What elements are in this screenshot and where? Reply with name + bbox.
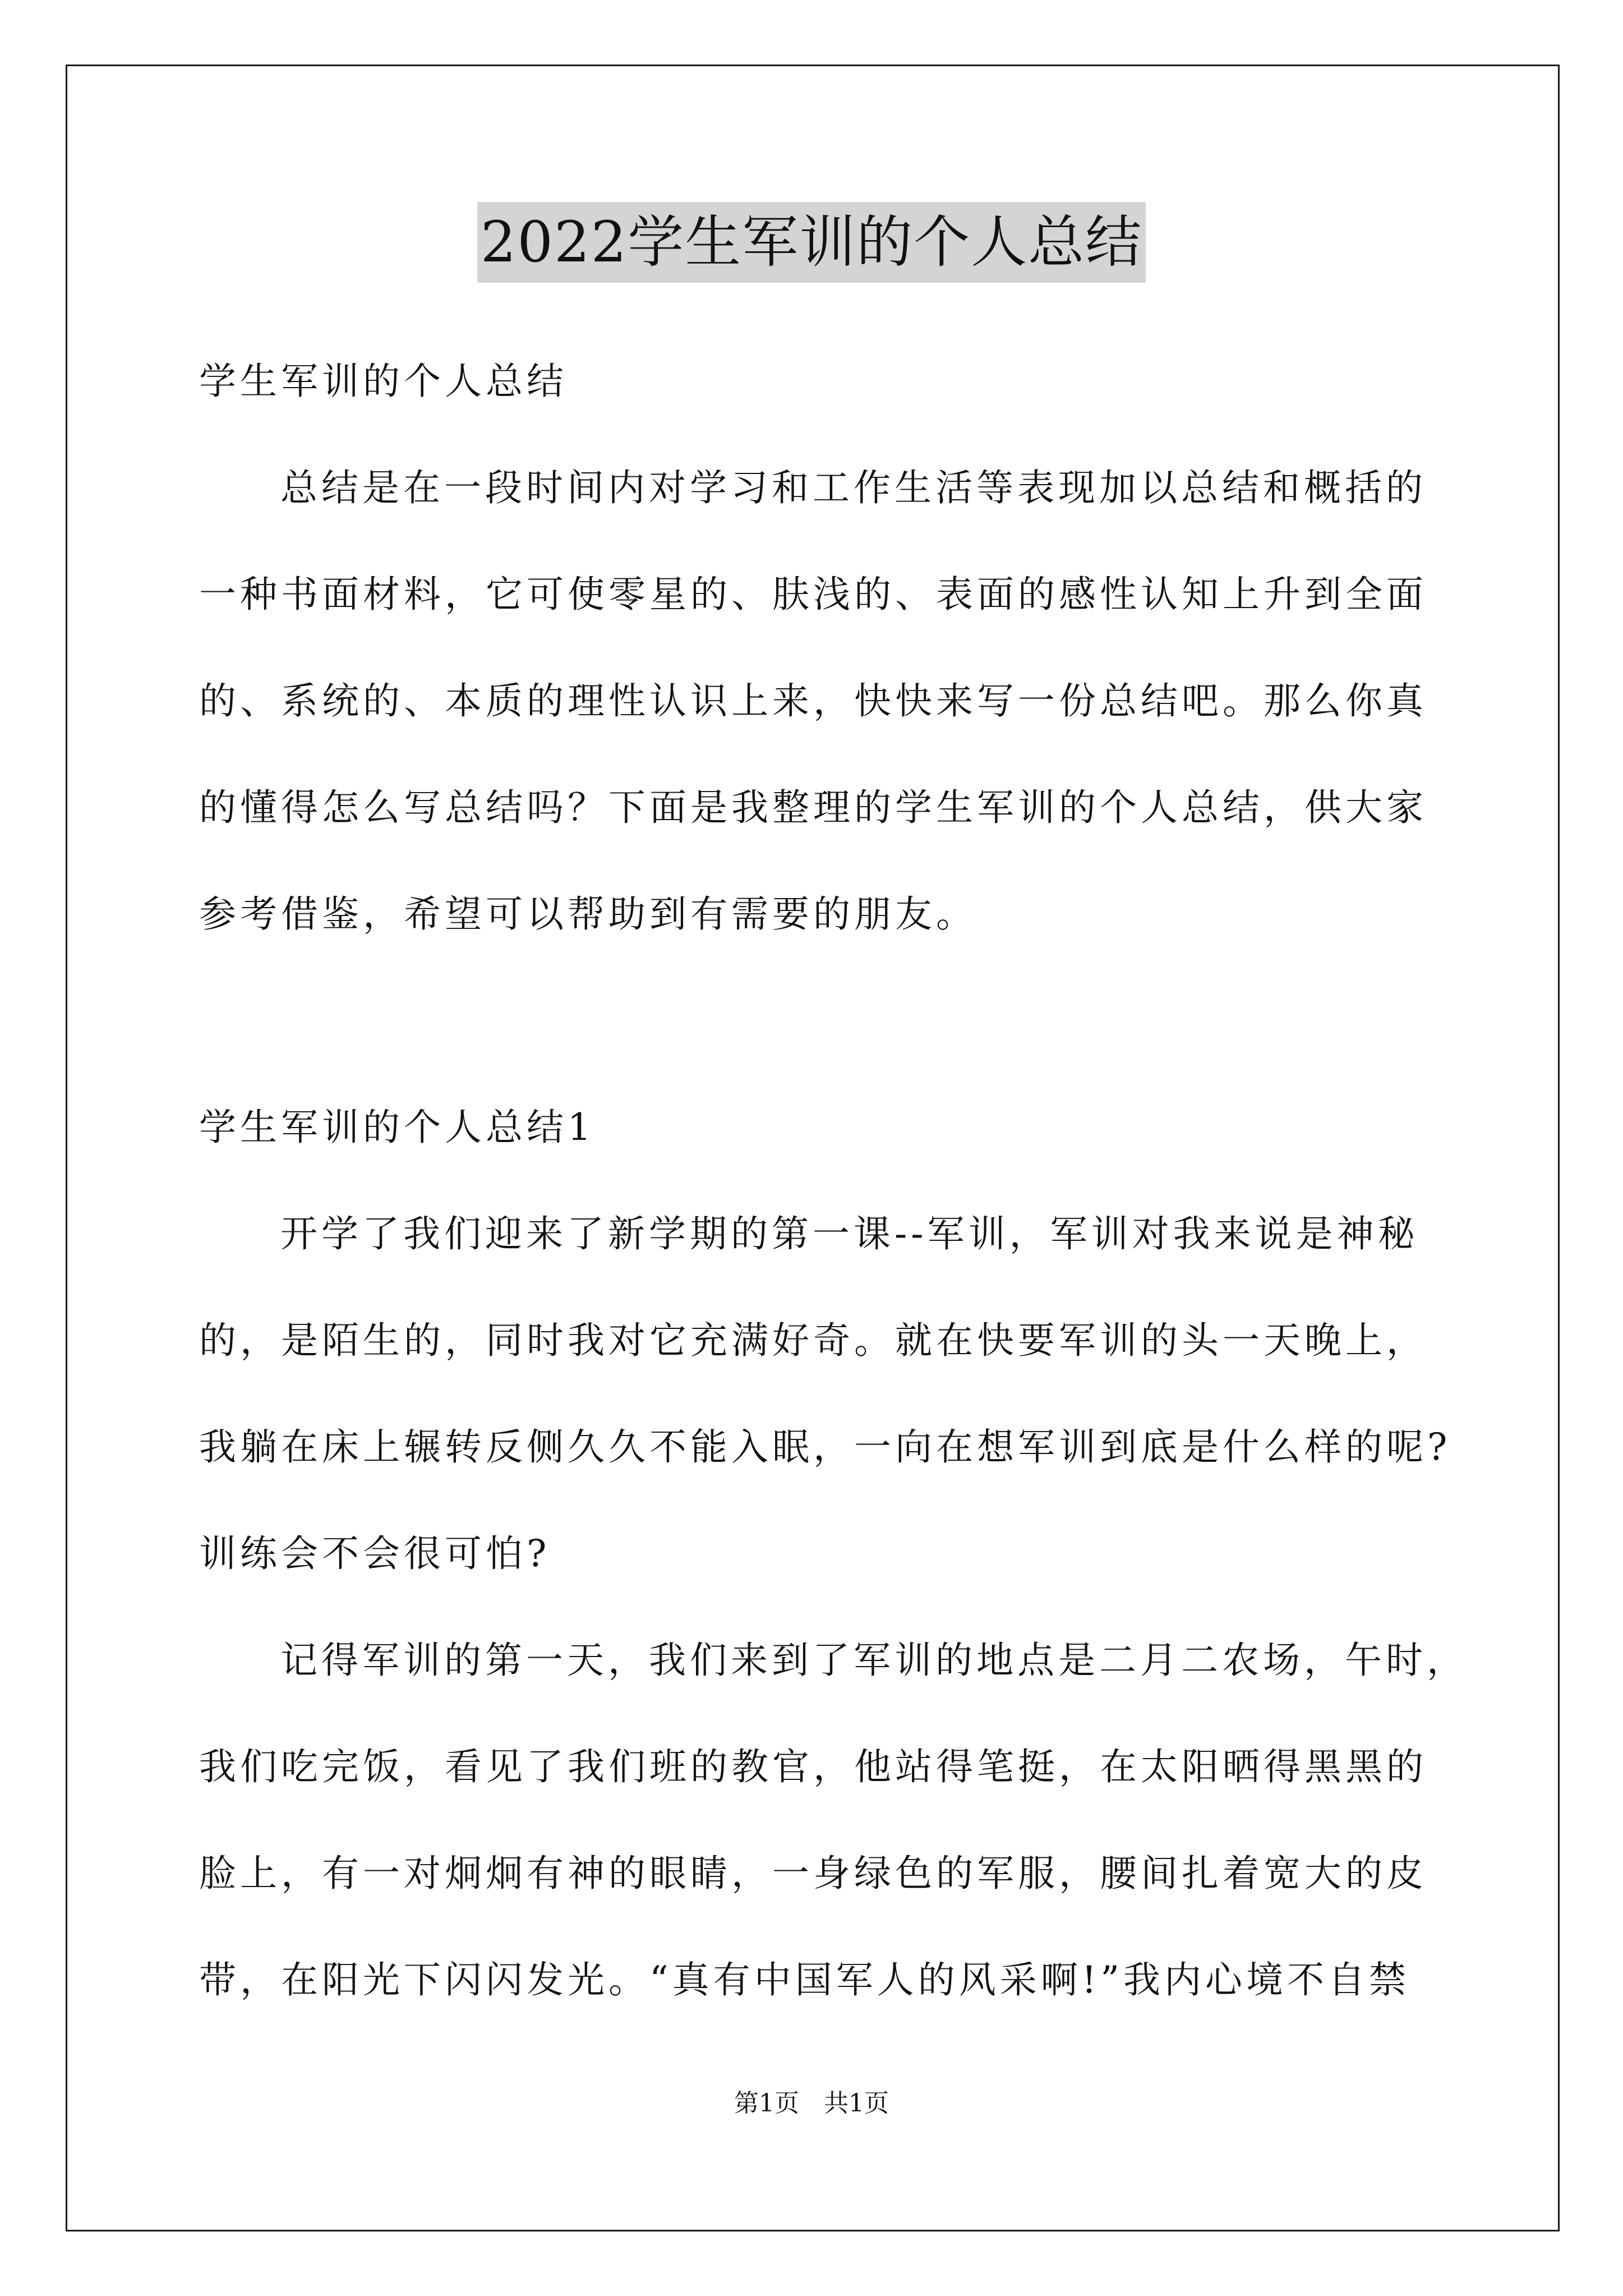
intro-line-4: 的懂得怎么写总结吗？下面是我整理的学生军训的个人总结，供大家 bbox=[199, 786, 1427, 829]
para1-line-4: 训练会不会很可怕? bbox=[199, 1532, 551, 1575]
page-footer: 第1页 共1页 bbox=[734, 2089, 889, 2118]
document-title: 2022学生军训的个人总结 bbox=[477, 202, 1146, 283]
intro-line-2: 一种书面材料，它可使零星的、肤浅的、表面的感性认知上升到全面 bbox=[199, 573, 1427, 616]
para1-line-3: 我躺在床上辗转反侧久久不能入眠，一向在想军训到底是什么样的呢? bbox=[199, 1425, 1451, 1469]
intro-line-3: 的、系统的、本质的理性认识上来，快快来写一份总结吧。那么你真 bbox=[199, 679, 1427, 723]
para2-line-1: 记得军训的第一天，我们来到了军训的地点是二月二农场，午时， bbox=[280, 1639, 1468, 1682]
para1-line-1: 开学了我们迎来了新学期的第一课--军训，军训对我来说是神秘 bbox=[280, 1212, 1419, 1255]
para2-line-3: 脸上，有一对炯炯有神的眼睛，一身绿色的军服，腰间扎着宽大的皮 bbox=[199, 1852, 1427, 1895]
subtitle: 学生军训的个人总结 bbox=[199, 360, 568, 403]
title-container bbox=[0, 202, 1623, 283]
section-heading: 学生军训的个人总结1 bbox=[199, 1106, 595, 1149]
para2-line-4: 带，在阳光下闪闪发光。“真有中国军人的风采啊!”我内心境不自禁 bbox=[199, 1958, 1410, 2001]
para2-line-2: 我们吃完饭，看见了我们班的教官，他站得笔挺，在太阳晒得黑黑的 bbox=[199, 1745, 1427, 1788]
intro-line-1: 总结是在一段时间内对学习和工作生活等表现加以总结和概括的 bbox=[280, 466, 1427, 509]
intro-line-5: 参考借鉴，希望可以帮助到有需要的朋友。 bbox=[199, 892, 977, 936]
para1-line-2: 的，是陌生的，同时我对它充满好奇。就在快要军训的头一天晚上， bbox=[199, 1319, 1427, 1362]
